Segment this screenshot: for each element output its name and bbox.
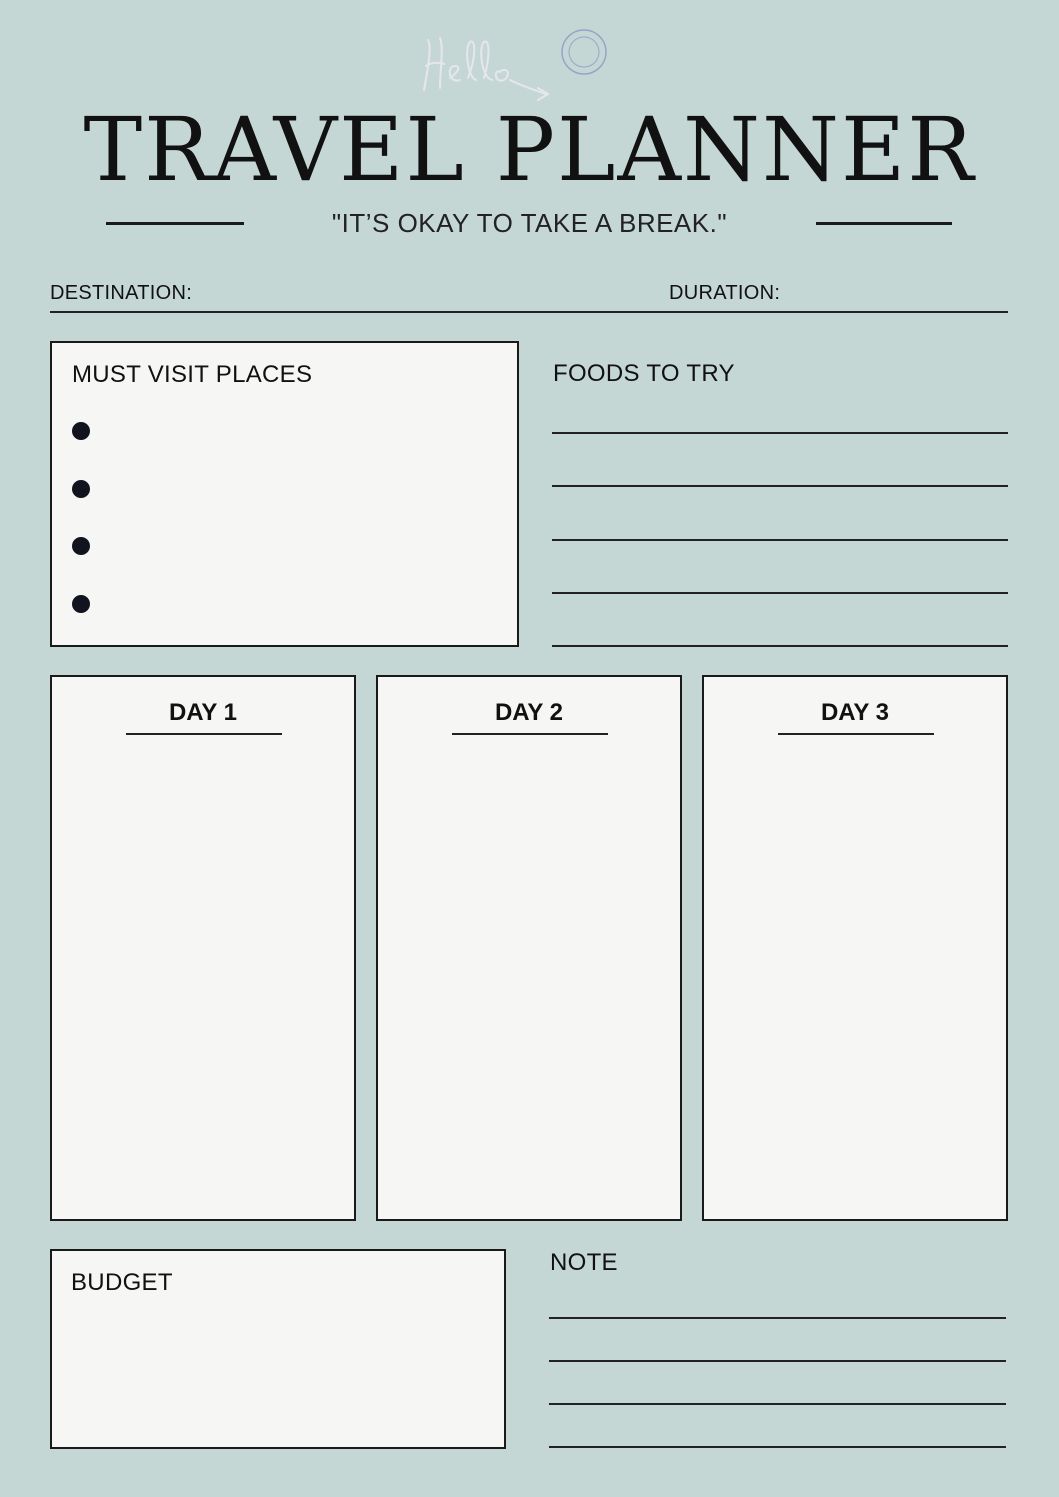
day-1-rule [126, 733, 282, 735]
must-visit-box[interactable] [50, 341, 519, 647]
foods-line[interactable] [552, 485, 1008, 487]
foods-line[interactable] [552, 539, 1008, 541]
day-2-title: DAY 2 [494, 699, 564, 726]
day-1-box[interactable] [50, 675, 356, 1221]
budget-title: BUDGET [71, 1269, 173, 1296]
foods-line[interactable] [552, 645, 1008, 647]
bullet-icon [72, 422, 90, 440]
must-visit-title: MUST VISIT PLACES [72, 361, 313, 388]
day-3-title: DAY 3 [820, 699, 890, 726]
day-2-box[interactable] [376, 675, 682, 1221]
hello-script-text [0, 0, 1, 1]
page-title: TRAVEL PLANNER [83, 98, 976, 201]
quote-text: "IT’S OKAY TO TAKE A BREAK." [331, 208, 728, 238]
destination-label: DESTINATION: [50, 282, 193, 304]
note-line[interactable] [549, 1360, 1006, 1362]
day-3-rule [778, 733, 934, 735]
note-line[interactable] [549, 1403, 1006, 1405]
hello-stamp-decoration-icon [410, 28, 620, 108]
note-line[interactable] [549, 1317, 1006, 1319]
duration-label: DURATION: [669, 282, 781, 304]
foods-line[interactable] [552, 592, 1008, 594]
bullet-icon [72, 480, 90, 498]
note-title: NOTE [550, 1249, 618, 1276]
day-3-box[interactable] [702, 675, 1008, 1221]
destination-duration-line[interactable] [50, 311, 1008, 313]
day-2-rule [452, 733, 608, 735]
note-line[interactable] [549, 1446, 1006, 1448]
bullet-icon [72, 537, 90, 555]
budget-box[interactable] [50, 1249, 506, 1449]
foods-line[interactable] [552, 432, 1008, 434]
day-1-title: DAY 1 [168, 699, 238, 726]
bullet-icon [72, 595, 90, 613]
foods-title: FOODS TO TRY [553, 360, 735, 387]
